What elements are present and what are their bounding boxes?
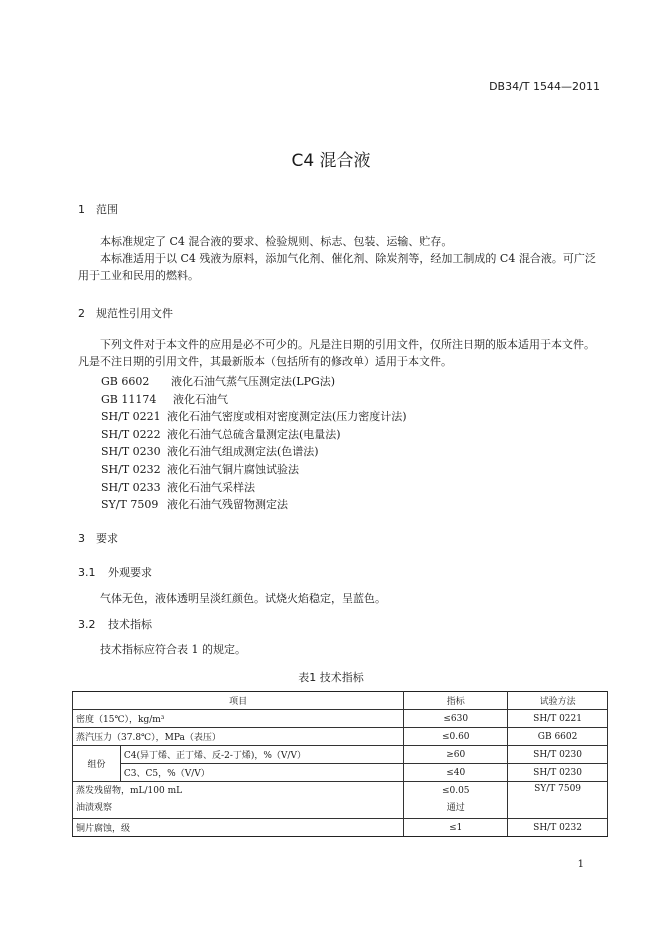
subsection-3-1-heading [78, 564, 152, 580]
header-method: 试验方法 [508, 692, 608, 710]
row-index-line: ≤0.05 [441, 786, 470, 796]
reference-item [101, 373, 407, 391]
row-item-line: 油渍观察 [76, 803, 113, 813]
reference-list [101, 373, 407, 514]
subsection-title: 技术指标 [108, 618, 152, 631]
reference-item [101, 479, 407, 497]
reference-item [101, 443, 407, 461]
reference-item [101, 461, 407, 479]
row-index: ≥60 [404, 746, 508, 764]
subsection-title: 外观要求 [108, 566, 152, 579]
section-number: 3 [78, 532, 85, 545]
page-number: 1 [577, 859, 584, 870]
row-group-label: 组份 [73, 746, 121, 782]
subsection-3-2-heading [78, 616, 152, 632]
spec-table [72, 691, 608, 837]
table-row [73, 782, 608, 819]
reference-name: 液化石油气 [173, 392, 228, 406]
row-item [73, 782, 404, 819]
reference-item [101, 496, 407, 514]
row-index [404, 782, 508, 819]
row-method: SY/T 7509 [508, 782, 608, 819]
row-method: SH/T 0230 [508, 764, 608, 782]
row-index: ≤630 [404, 710, 508, 728]
row-method: SH/T 0230 [508, 746, 608, 764]
reference-code: SY/T 7509 [101, 498, 159, 512]
reference-name: 液化石油气组成测定法(色谱法) [167, 445, 319, 459]
reference-name: 液化石油气采样法 [167, 480, 255, 494]
scope-paragraph-2: 本标准适用于以 C4 残液为原料，添加气化剂、催化剂、除炭剂等，经加工制成的 C4 混合液。可广泛用于工业和民用的燃料。 [78, 252, 596, 282]
section-number: 2 [78, 307, 85, 320]
table-row [73, 746, 608, 764]
table-row [73, 728, 608, 746]
row-index: ≤0.60 [404, 728, 508, 746]
row-index: ≤1 [404, 819, 508, 837]
table-caption: 表1 技术指标 [298, 671, 364, 684]
subsection-number: 3.2 [78, 618, 96, 631]
section-1-heading [78, 201, 118, 217]
section-title: 规范性引用文件 [96, 307, 173, 320]
row-item: 蒸汽压力（37.8℃），MPa（表压） [73, 728, 404, 746]
references-intro: 下列文件对于本文件的应用是必不可少的。凡是注日期的引用文件，仅所注日期的版本适用于本文件。凡是不注日期的引用文件，其最新版本（包括所有的修改单）适用于本文件。 [78, 338, 595, 368]
row-index: ≤40 [404, 764, 508, 782]
reference-code: SH/T 0232 [101, 462, 161, 476]
reference-code: SH/T 0230 [101, 445, 161, 459]
table-row [73, 710, 608, 728]
header-index: 指标 [404, 692, 508, 710]
section-title: 要求 [96, 532, 118, 545]
subsection-number: 3.1 [78, 566, 96, 579]
appearance-text: 气体无色，液体透明呈淡红颜色。试烧火焰稳定，呈蓝色。 [100, 592, 386, 605]
reference-name: 液化石油气铜片腐蚀试验法 [167, 462, 299, 476]
reference-code: GB 6602 [101, 375, 150, 388]
reference-item [101, 408, 407, 426]
reference-code: SH/T 0222 [101, 427, 161, 441]
section-3-heading [78, 530, 118, 546]
table-header-row [73, 692, 608, 710]
reference-code: SH/T 0221 [101, 410, 161, 424]
header-item: 项目 [73, 692, 404, 710]
row-item: C3、C5，%（V/V） [120, 764, 403, 782]
reference-item [101, 426, 407, 444]
technical-text: 技术指标应符合表 1 的规定。 [100, 643, 246, 656]
reference-item [101, 391, 407, 409]
standard-code: DB34/T 1544—2011 [489, 80, 600, 93]
reference-name: 液化石油气密度或相对密度测定法(压力密度计法) [167, 410, 407, 424]
reference-name: 液化石油气残留物测定法 [167, 498, 288, 512]
scope-paragraph-1: 本标准规定了 C4 混合液的要求、检验规则、标志、包装、运输、贮存。 [100, 235, 453, 248]
row-method: SH/T 0232 [508, 819, 608, 837]
row-method: SH/T 0221 [508, 710, 608, 728]
reference-code: GB 11174 [101, 392, 157, 406]
section-number: 1 [78, 203, 85, 216]
table-row [73, 764, 608, 782]
reference-code: SH/T 0233 [101, 480, 161, 494]
row-item-line: 蒸发残留物，mL/100 mL [76, 786, 183, 796]
section-2-heading [78, 305, 173, 321]
table-row [73, 819, 608, 837]
row-item: 铜片腐蚀，级 [73, 819, 404, 837]
section-title: 范围 [96, 203, 118, 216]
reference-name: 液化石油气蒸气压测定法(LPG法) [171, 375, 336, 388]
row-item: 密度（15℃），kg/m³ [73, 710, 404, 728]
reference-name: 液化石油气总硫含量测定法(电量法) [167, 427, 341, 441]
document-title: C4 混合液 [291, 151, 371, 171]
row-method: GB 6602 [508, 728, 608, 746]
row-index-line: 通过 [446, 803, 465, 813]
row-item: C4(异丁烯、正丁烯、反-2-丁烯)，%（V/V） [120, 746, 403, 764]
